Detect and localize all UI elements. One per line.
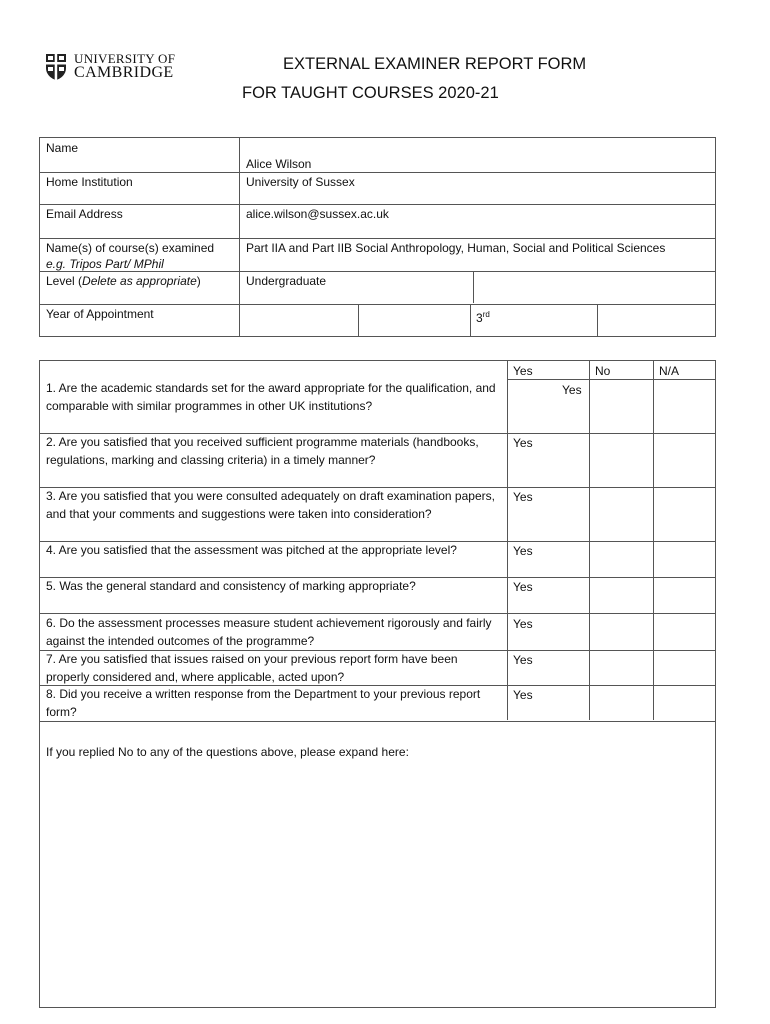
answer-5[interactable]: Yes [513, 580, 533, 594]
question-1: 1. Are the academic standards set for the award appropriate for the qualification, and comparable with similar programmes in other UK institutions? [46, 381, 496, 413]
year-value[interactable] [470, 304, 496, 329]
year-label: Year of Appointment [46, 307, 154, 321]
questions-table [39, 360, 716, 1008]
form-subtitle: FOR TAUGHT COURSES 2020-21 [242, 84, 499, 102]
question-4: 4. Are you satisfied that the assessment was pitched at the appropriate level? [46, 543, 457, 557]
courses-value[interactable]: Part IIA and Part IIB Social Anthropology, Human, Social and Political Sciences [246, 241, 666, 255]
level-label [40, 271, 207, 292]
email-value[interactable]: alice.wilson@sussex.ac.uk [246, 207, 389, 221]
answer-4[interactable]: Yes [513, 544, 533, 558]
question-2: 2. Are you satisfied that you received sufficient programme materials (handbooks, regulations, marking and classing criteria) in a timely manner? [46, 435, 479, 467]
expand-prompt: If you replied No to any of the questions above, please expand here: [46, 745, 409, 759]
year-value-number: 3 [476, 311, 483, 325]
courses-label-block [40, 238, 220, 274]
question-6: 6. Do the assessment processes measure student achievement rigorously and fairly against the intended outcomes of the programme? [46, 616, 492, 648]
answer-8[interactable]: Yes [513, 688, 533, 702]
level-label-prefix: Level ( [46, 274, 83, 288]
year-value-suffix: rd [482, 310, 490, 319]
crest-icon [45, 53, 67, 81]
home-institution-value[interactable]: University of Sussex [246, 175, 355, 189]
details-table [39, 137, 716, 337]
question-7: 7. Are you satisfied that issues raised on your previous report form have been properly considered and, where applicable, acted upon? [46, 652, 458, 684]
form-title: EXTERNAL EXAMINER REPORT FORM [283, 55, 587, 73]
answer-2[interactable]: Yes [513, 436, 533, 450]
header-yes: Yes [513, 364, 533, 378]
header-no: No [595, 364, 611, 378]
answer-7[interactable]: Yes [513, 653, 533, 667]
answer-3[interactable]: Yes [513, 490, 533, 504]
email-label: Email Address [46, 207, 123, 221]
expand-response-area[interactable] [40, 761, 715, 1007]
courses-label: Name(s) of course(s) examined [46, 241, 215, 255]
logo-text-line2: CAMBRIDGE [74, 64, 174, 81]
name-value[interactable]: Alice Wilson [246, 157, 312, 171]
level-value[interactable]: Undergraduate [246, 274, 327, 288]
question-3: 3. Are you satisfied that you were consulted adequately on draft examination papers, and that your comments and suggestions were taken into consideration? [46, 489, 495, 521]
question-8: 8. Did you receive a written response from the Department to your previous report form? [46, 687, 481, 719]
courses-sublabel: e.g. Tripos Part/ MPhil [46, 257, 164, 271]
question-5: 5. Was the general standard and consistency of marking appropriate? [46, 579, 416, 593]
name-label: Name [46, 141, 79, 155]
home-institution-label: Home Institution [46, 175, 133, 189]
header-na: N/A [659, 364, 680, 378]
logo-text-line1: UNIVERSITY OF [74, 51, 176, 66]
level-label-note: Delete as appropriate [82, 274, 197, 288]
university-logo [45, 51, 190, 85]
level-label-suffix: ) [196, 274, 201, 288]
answer-1[interactable]: Yes [562, 383, 582, 397]
answer-6[interactable]: Yes [513, 617, 533, 631]
